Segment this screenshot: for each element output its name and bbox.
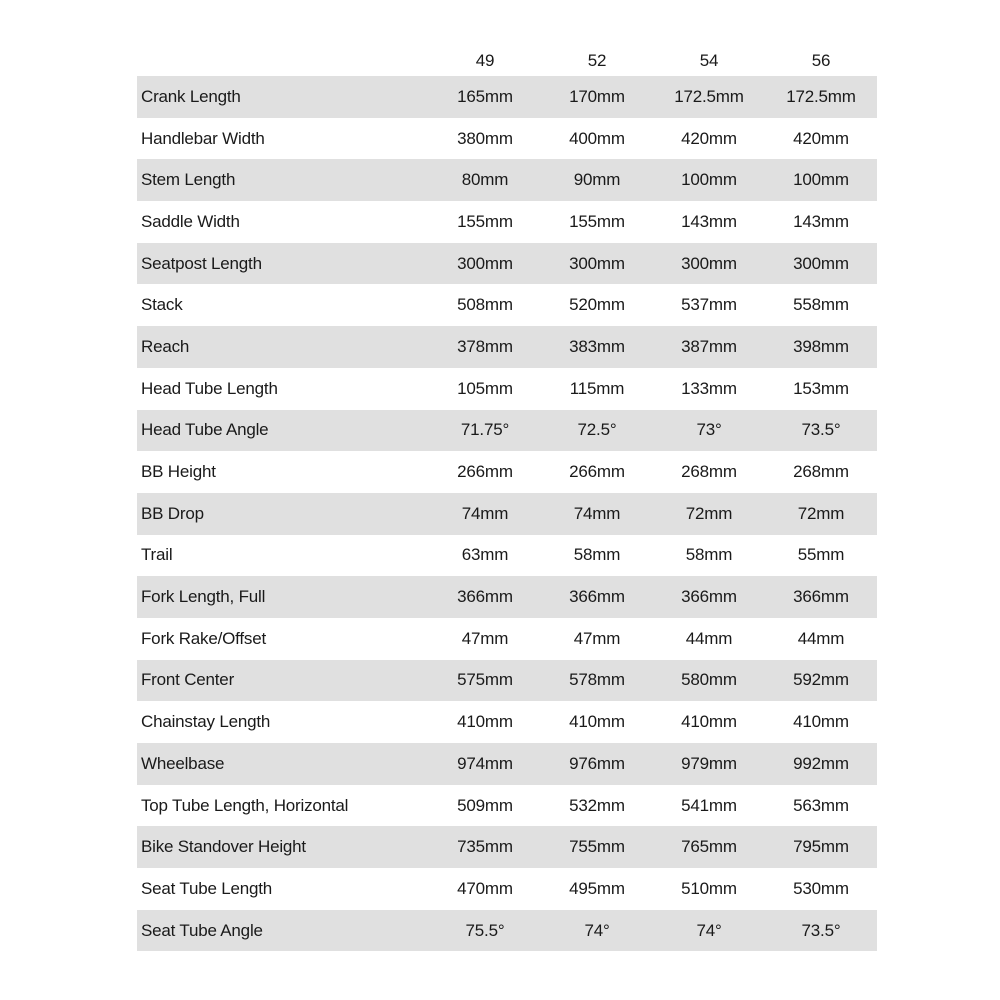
- row-value: 592mm: [793, 670, 849, 690]
- row-value: 398mm: [793, 336, 849, 356]
- column-header-size-49: 49: [475, 51, 495, 70]
- row-value: 410mm: [457, 712, 513, 732]
- row-value: 58mm: [685, 545, 733, 565]
- row-label: Seatpost Length: [141, 253, 262, 273]
- row-value: 575mm: [457, 670, 513, 690]
- row-value: 172.5mm: [786, 86, 856, 106]
- table-row: [137, 201, 877, 243]
- table-row: [137, 451, 877, 493]
- row-value: 366mm: [569, 587, 625, 607]
- row-label: Wheelbase: [141, 753, 225, 773]
- row-value: 74mm: [461, 503, 509, 523]
- row-value: 80mm: [461, 170, 509, 190]
- row-value: 563mm: [793, 795, 849, 815]
- row-value: 72mm: [797, 503, 845, 523]
- row-label: BB Height: [141, 462, 216, 482]
- row-value: 74°: [696, 920, 722, 940]
- row-value: 55mm: [797, 545, 845, 565]
- table-header-row: [137, 46, 877, 76]
- row-value: 383mm: [569, 336, 625, 356]
- row-value: 410mm: [681, 712, 737, 732]
- table-row: [137, 326, 877, 368]
- row-value: 143mm: [681, 211, 737, 231]
- row-value: 537mm: [681, 295, 737, 315]
- table-row: [137, 743, 877, 785]
- row-value: 105mm: [457, 378, 513, 398]
- table-row: [137, 785, 877, 827]
- row-label: Saddle Width: [141, 211, 240, 231]
- row-value: 979mm: [681, 753, 737, 773]
- row-label: Head Tube Length: [141, 378, 278, 398]
- row-value: 541mm: [681, 795, 737, 815]
- row-value: 268mm: [793, 462, 849, 482]
- table-row: [137, 243, 877, 285]
- row-label: Front Center: [141, 670, 235, 690]
- table-row: [137, 701, 877, 743]
- table-row: [137, 660, 877, 702]
- row-label: Fork Length, Full: [141, 587, 266, 607]
- row-label: Top Tube Length, Horizontal: [141, 795, 349, 815]
- row-label: BB Drop: [141, 503, 204, 523]
- row-label: Reach: [141, 336, 190, 356]
- row-label: Seat Tube Angle: [141, 920, 263, 940]
- row-value: 580mm: [681, 670, 737, 690]
- row-value: 755mm: [569, 837, 625, 857]
- row-value: 266mm: [569, 462, 625, 482]
- row-label: Handlebar Width: [141, 128, 265, 148]
- row-value: 100mm: [681, 170, 737, 190]
- row-label: Fork Rake/Offset: [141, 628, 266, 648]
- row-value: 153mm: [793, 378, 849, 398]
- row-value: 63mm: [461, 545, 509, 565]
- row-value: 300mm: [793, 253, 849, 273]
- row-value: 976mm: [569, 753, 625, 773]
- row-value: 508mm: [457, 295, 513, 315]
- row-value: 268mm: [681, 462, 737, 482]
- row-value: 992mm: [793, 753, 849, 773]
- row-value: 90mm: [573, 170, 621, 190]
- row-value: 300mm: [569, 253, 625, 273]
- row-label: Head Tube Angle: [141, 420, 269, 440]
- row-value: 170mm: [569, 86, 625, 106]
- row-value: 366mm: [681, 587, 737, 607]
- table-row: [137, 826, 877, 868]
- row-value: 74°: [584, 920, 610, 940]
- row-value: 100mm: [793, 170, 849, 190]
- row-value: 165mm: [457, 86, 513, 106]
- row-value: 974mm: [457, 753, 513, 773]
- row-value: 74mm: [573, 503, 621, 523]
- row-label: Seat Tube Length: [141, 878, 273, 898]
- table-row: [137, 410, 877, 452]
- row-value: 765mm: [681, 837, 737, 857]
- table-row: [137, 159, 877, 201]
- table-row: [137, 493, 877, 535]
- row-value: 73.5°: [801, 920, 841, 940]
- column-header-size-52: 52: [587, 51, 607, 70]
- row-value: 133mm: [681, 378, 737, 398]
- row-value: 44mm: [797, 628, 845, 648]
- row-value: 470mm: [457, 878, 513, 898]
- row-value: 300mm: [681, 253, 737, 273]
- row-value: 495mm: [569, 878, 625, 898]
- table-row: [137, 618, 877, 660]
- row-value: 72.5°: [577, 420, 617, 440]
- table-row: [137, 535, 877, 577]
- row-value: 75.5°: [465, 920, 505, 940]
- row-value: 795mm: [793, 837, 849, 857]
- row-label: Trail: [141, 545, 173, 565]
- row-value: 400mm: [569, 128, 625, 148]
- row-value: 735mm: [457, 837, 513, 857]
- row-value: 420mm: [793, 128, 849, 148]
- table-row: [137, 118, 877, 160]
- row-value: 266mm: [457, 462, 513, 482]
- row-value: 71.75°: [460, 420, 510, 440]
- row-label: Stem Length: [141, 170, 236, 190]
- row-value: 510mm: [681, 878, 737, 898]
- row-value: 380mm: [457, 128, 513, 148]
- row-value: 72mm: [685, 503, 733, 523]
- row-value: 155mm: [457, 211, 513, 231]
- table-row: [137, 910, 877, 952]
- row-value: 366mm: [457, 587, 513, 607]
- row-value: 58mm: [573, 545, 621, 565]
- row-value: 558mm: [793, 295, 849, 315]
- row-value: 47mm: [461, 628, 509, 648]
- row-value: 155mm: [569, 211, 625, 231]
- table-row: [137, 576, 877, 618]
- row-label: Chainstay Length: [141, 712, 271, 732]
- row-label: Stack: [141, 295, 183, 315]
- table-row: [137, 76, 877, 118]
- row-value: 378mm: [457, 336, 513, 356]
- row-value: 47mm: [573, 628, 621, 648]
- row-value: 530mm: [793, 878, 849, 898]
- row-value: 73.5°: [801, 420, 841, 440]
- row-value: 115mm: [569, 378, 625, 398]
- table-row: [137, 868, 877, 910]
- row-value: 420mm: [681, 128, 737, 148]
- row-label: Crank Length: [141, 86, 241, 106]
- row-value: 532mm: [569, 795, 625, 815]
- row-value: 410mm: [793, 712, 849, 732]
- row-value: 300mm: [457, 253, 513, 273]
- row-value: 143mm: [793, 211, 849, 231]
- row-value: 366mm: [793, 587, 849, 607]
- row-label: Bike Standover Height: [141, 837, 306, 857]
- row-value: 509mm: [457, 795, 513, 815]
- bike-geometry-table: [137, 46, 877, 951]
- row-value: 172.5mm: [674, 86, 744, 106]
- column-header-size-54: 54: [699, 51, 719, 70]
- row-value: 410mm: [569, 712, 625, 732]
- row-value: 73°: [696, 420, 722, 440]
- table-row: [137, 368, 877, 410]
- row-value: 387mm: [681, 336, 737, 356]
- table-body: [137, 76, 877, 951]
- column-header-size-56: 56: [811, 51, 831, 70]
- row-value: 520mm: [569, 295, 625, 315]
- table-row: [137, 284, 877, 326]
- row-value: 44mm: [685, 628, 733, 648]
- row-value: 578mm: [569, 670, 625, 690]
